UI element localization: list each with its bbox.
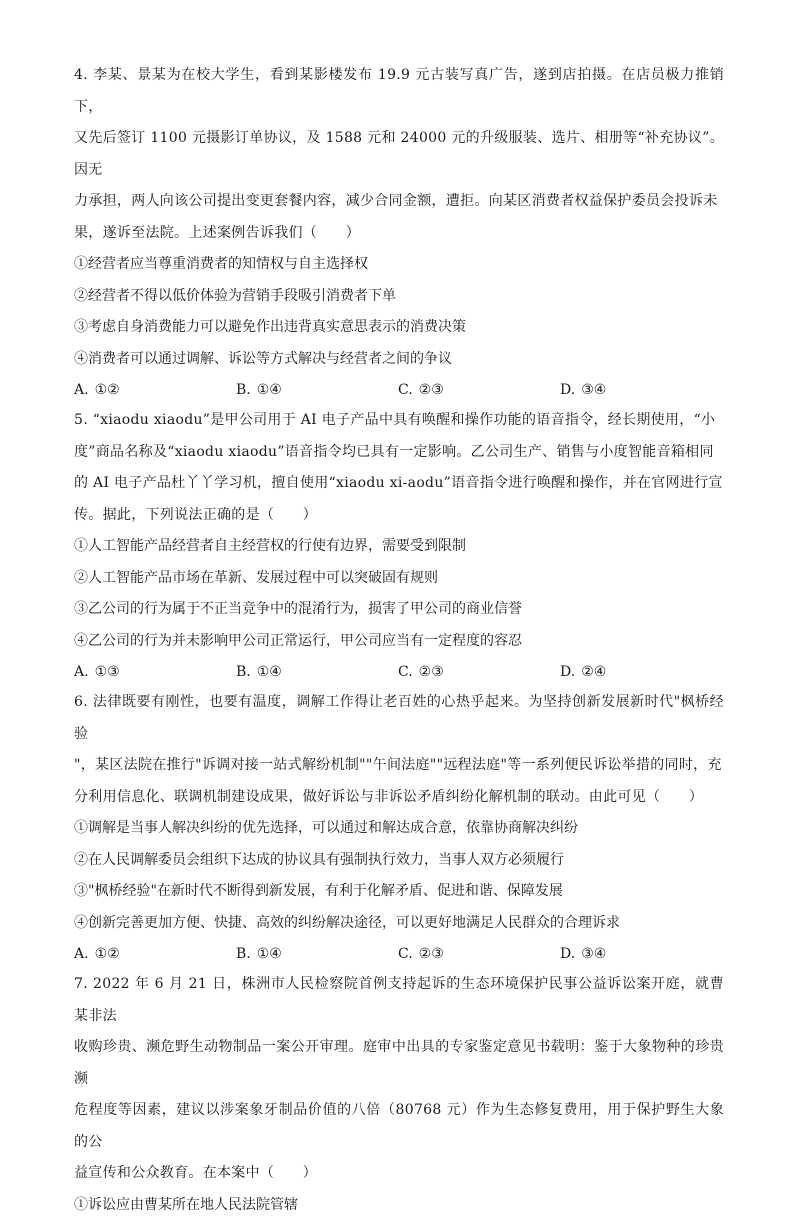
- stem-line: 收购珍贵、濒危野生动物制品一案公开审理。庭审中出具的专家鉴定意见书载明：鉴于大象物种的珍贵濒: [74, 1032, 724, 1095]
- statement: ②在人民调解委员会组织下达成的协议具有强制执行效力，当事人双方必须履行: [74, 845, 724, 877]
- choice-text: ①④: [257, 664, 282, 680]
- choice-text: ②③: [419, 946, 444, 962]
- question-4: [74, 60, 724, 405]
- statement: ①诉讼应由曹某所在地人民法院管辖: [74, 1190, 724, 1221]
- stem-line: 4. 李某、景某为在校大学生，看到某影楼发布 19.9 元古装写真广告，遂到店拍摄。在店员极力推销下，: [74, 60, 724, 123]
- choice-text: ②③: [419, 382, 444, 398]
- stem-line: 7. 2022 年 6 月 21 日，株洲市人民检察院首例支持起诉的生态环境保护民事公益诉讼案开庭，就曹某非法: [74, 969, 724, 1032]
- stem-line: 传。据此，下列说法正确的是（ ）: [74, 500, 724, 532]
- choice-label: D.: [560, 946, 575, 962]
- statement: ①人工智能产品经营者自主经营权的行使有边界，需要受到限制: [74, 531, 724, 563]
- question-list: [74, 60, 724, 1221]
- stem-line: "，某区法院在推行"诉调对接一站式解纷机制""午间法庭""远程法庭"等一系列便民诉讼举措的同时，充: [74, 750, 724, 782]
- choice-label: A.: [74, 946, 89, 962]
- choice-c: [398, 939, 560, 969]
- choice-b: [236, 657, 398, 687]
- question-5: [74, 405, 724, 687]
- choice-a: [74, 939, 236, 969]
- answer-choices: [74, 657, 724, 687]
- choice-text: ①③: [95, 664, 120, 680]
- stem-line: 又先后签订 1100 元摄影订单协议，及 1588 元和 24000 元的升级服装、选片、相册等“补充协议”。因无: [74, 123, 724, 186]
- choice-text: ①④: [257, 382, 282, 398]
- choice-a: [74, 657, 236, 687]
- choice-text: ②④: [581, 664, 606, 680]
- statement: ③乙公司的行为属于不正当竞争中的混淆行为，损害了甲公司的商业信誉: [74, 594, 724, 626]
- choice-label: A.: [74, 664, 89, 680]
- choice-text: ③④: [581, 382, 606, 398]
- choice-label: C.: [398, 664, 413, 680]
- choice-label: C.: [398, 946, 413, 962]
- choice-label: D.: [560, 664, 575, 680]
- statement: ①调解是当事人解决纠纷的优先选择，可以通过和解达成合意，依靠协商解决纠纷: [74, 813, 724, 845]
- question-stem: [74, 687, 724, 813]
- stem-line: 力承担，两人向该公司提出变更套餐内容，减少合同金额，遭拒。向某区消费者权益保护委员会投诉未: [74, 186, 724, 218]
- stem-line: 的 AI 电子产品杜丫丫学习机，擅自使用“xiaodu xi-aodu”语音指令进行唤醒和操作，并在官网进行宣: [74, 468, 724, 500]
- statement: ②人工智能产品市场在革新、发展过程中可以突破固有规则: [74, 563, 724, 595]
- stem-line: 度”商品名称及“xiaodu xiaodu”语音指令均已具有一定影响。乙公司生产、销售与小度智能音箱相同: [74, 437, 724, 469]
- question-6: [74, 687, 724, 969]
- choice-label: B.: [236, 382, 251, 398]
- choice-text: ①④: [257, 946, 282, 962]
- question-stem: [74, 969, 724, 1190]
- stem-line: 5. “xiaodu xiaodu”是甲公司用于 AI 电子产品中具有唤醒和操作功能的语音指令，经长期使用，“小: [74, 405, 724, 437]
- choice-text: ①②: [95, 946, 120, 962]
- choice-label: A.: [74, 382, 89, 398]
- choice-b: [236, 939, 398, 969]
- statement: ④乙公司的行为并未影响甲公司正常运行，甲公司应当有一定程度的容忍: [74, 626, 724, 658]
- choice-label: C.: [398, 382, 413, 398]
- statement: ④创新完善更加方便、快捷、高效的纠纷解决途径，可以更好地满足人民群众的合理诉求: [74, 908, 724, 940]
- statement: ③考虑自身消费能力可以避免作出违背真实意思表示的消费决策: [74, 312, 724, 344]
- choice-text: ②③: [419, 664, 444, 680]
- choice-text: ③④: [581, 946, 606, 962]
- question-stem: [74, 405, 724, 531]
- choice-c: [398, 375, 560, 405]
- choice-b: [236, 375, 398, 405]
- choice-label: B.: [236, 946, 251, 962]
- answer-choices: [74, 939, 724, 969]
- stem-line: 危程度等因素，建议以涉案象牙制品价值的八倍（80768 元）作为生态修复费用，用于保护野生大象的公: [74, 1095, 724, 1158]
- question-7: [74, 969, 724, 1221]
- stem-line: 果，遂诉至法院。上述案例告诉我们（ ）: [74, 218, 724, 250]
- choice-d: [560, 657, 722, 687]
- choice-a: [74, 375, 236, 405]
- choice-d: [560, 375, 722, 405]
- choice-text: ①②: [95, 382, 120, 398]
- choice-label: B.: [236, 664, 251, 680]
- choice-d: [560, 939, 722, 969]
- statement: ④消费者可以通过调解、诉讼等方式解决与经营者之间的争议: [74, 344, 724, 376]
- statement: ③"枫桥经验"在新时代不断得到新发展，有利于化解矛盾、促进和谐、保障发展: [74, 876, 724, 908]
- answer-choices: [74, 375, 724, 405]
- choice-label: D.: [560, 382, 575, 398]
- stem-line: 分利用信息化、联调机制建设成果，做好诉讼与非诉讼矛盾纠纷化解机制的联动。由此可见（ ）: [74, 782, 724, 814]
- question-stem: [74, 60, 724, 249]
- statement: ①经营者应当尊重消费者的知情权与自主选择权: [74, 249, 724, 281]
- stem-line: 6. 法律既要有刚性，也要有温度，调解工作得让老百姓的心热乎起来。为坚持创新发展新时代"枫桥经验: [74, 687, 724, 750]
- choice-c: [398, 657, 560, 687]
- statement: ②经营者不得以低价体验为营销手段吸引消费者下单: [74, 281, 724, 313]
- stem-line: 益宣传和公众教育。在本案中（ ）: [74, 1158, 724, 1190]
